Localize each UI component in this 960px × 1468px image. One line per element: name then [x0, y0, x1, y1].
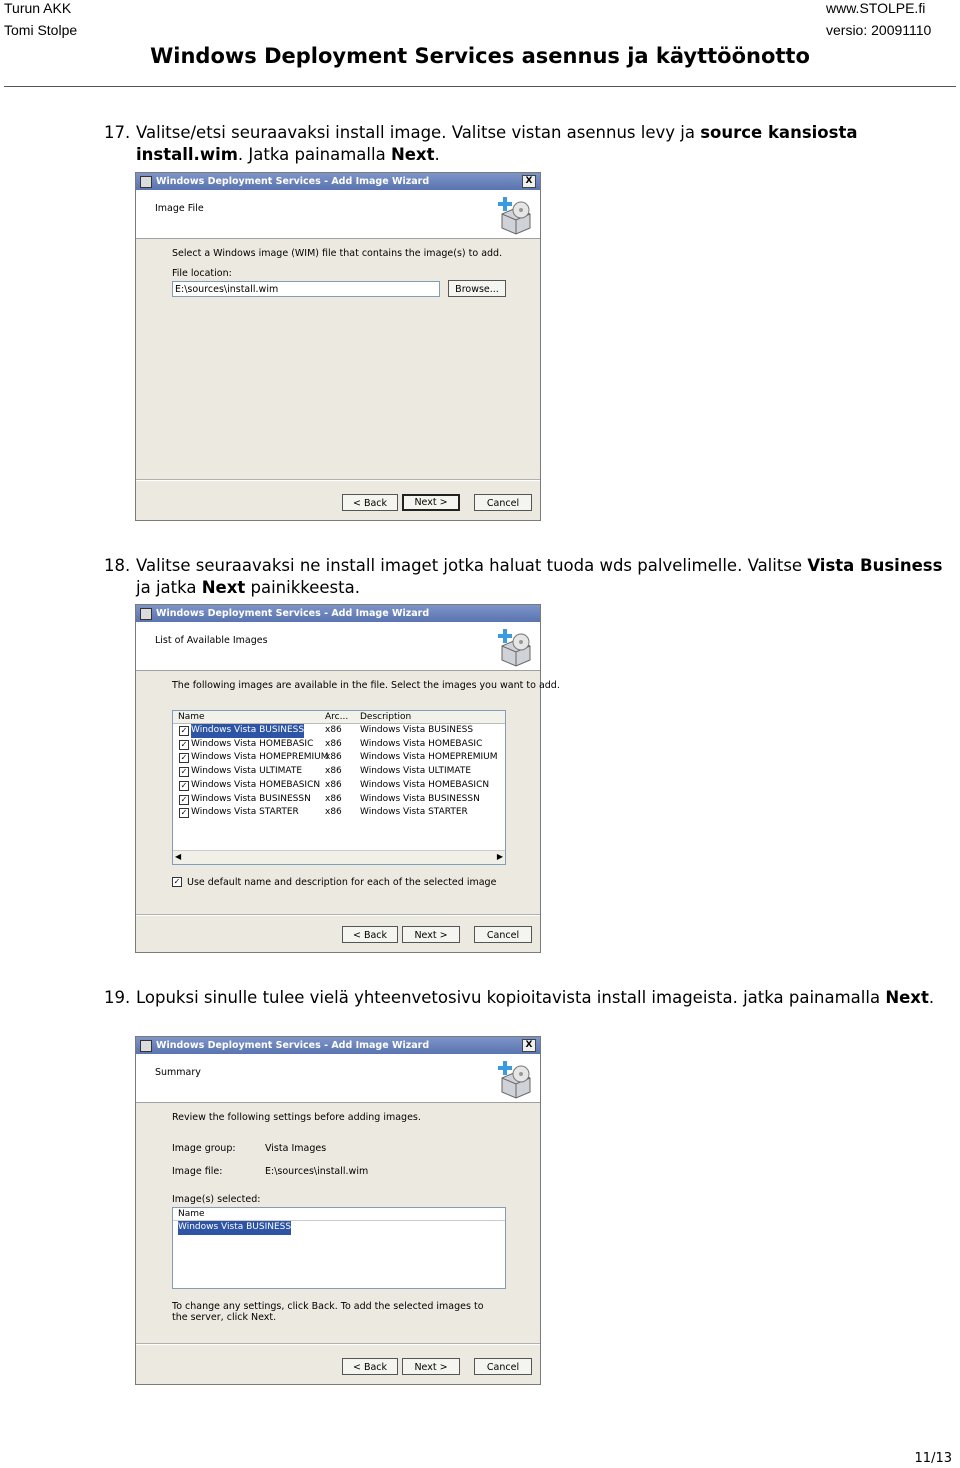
checkbox[interactable]: ✓ [180, 753, 188, 763]
step-text [136, 987, 944, 1009]
browse-button[interactable]: Browse... [448, 280, 506, 297]
step-text-bold: Next [201, 578, 246, 597]
list-item[interactable] [173, 1221, 505, 1235]
step-text-bold: Next [390, 145, 435, 164]
image-description: Windows Vista ULTIMATE [360, 766, 472, 777]
wizard-titlebar [136, 173, 540, 190]
wizard-image-file [135, 172, 541, 521]
add-image-icon [494, 196, 534, 236]
image-arch: x86 [325, 793, 342, 804]
checkbox[interactable]: ✓ [180, 808, 188, 818]
image-arch: x86 [325, 738, 342, 749]
instruction-text: Review the following settings before adding images. [172, 1112, 421, 1123]
image-arch: x86 [325, 766, 342, 777]
step-number: 18. [104, 556, 131, 575]
image-group-value: Vista Images [265, 1143, 327, 1154]
column-name[interactable]: Name [178, 1209, 205, 1219]
use-default-label: Use default name and description for each of the selected image [187, 877, 497, 888]
header-divider [4, 86, 956, 87]
image-name: Windows Vista ULTIMATE [191, 766, 303, 777]
file-location-label: File location: [172, 268, 232, 279]
image-name: Windows Vista HOMEPREMIUM [191, 752, 329, 763]
scroll-right-icon[interactable]: ▶ [496, 852, 503, 861]
wizard-banner [136, 622, 540, 671]
images-selected-label: Image(s) selected: [172, 1194, 261, 1205]
wizard-title: Windows Deployment Services - Add Image Wizard [156, 1040, 430, 1051]
checkbox[interactable]: ✓ [180, 794, 188, 804]
button-separator [136, 914, 540, 916]
step-text-part: Lopuksi sinulle tulee vielä yhteenvetosivu kopioitavista install imageista. jatka painamalla [136, 988, 886, 1007]
file-location-input[interactable]: E:\sources\install.wim [172, 281, 440, 297]
image-file-value: E:\sources\install.wim [265, 1166, 369, 1177]
image-description: Windows Vista HOMEBASICN [360, 779, 490, 790]
window-icon [140, 1040, 152, 1052]
horizontal-scrollbar[interactable] [173, 850, 505, 864]
list-item[interactable] [173, 751, 505, 765]
wizard-title: Windows Deployment Services - Add Image Wizard [156, 176, 430, 187]
back-button[interactable]: < Back [342, 926, 398, 943]
image-name: Windows Vista HOMEBASIC [191, 738, 314, 749]
step-number: 17. [104, 123, 131, 142]
step-text-part: . Jatka painamalla [237, 145, 391, 164]
step-text [136, 555, 944, 599]
cancel-button[interactable]: Cancel [474, 1358, 532, 1375]
checkbox[interactable]: ✓ [180, 726, 188, 735]
step-text-part: . [434, 145, 440, 164]
step-text-bold: Next [885, 988, 929, 1007]
wizard-heading: List of Available Images [155, 635, 268, 646]
image-description: Windows Vista STARTER [360, 807, 468, 818]
header-author: Tomi Stolpe [4, 22, 78, 38]
wizard-summary [135, 1036, 541, 1385]
instruction-text: Select a Windows image (WIM) file that contains the image(s) to add. [172, 248, 503, 259]
list-item[interactable] [173, 738, 505, 752]
image-name: Windows Vista HOMEBASICN [191, 779, 321, 790]
selected-images-list[interactable] [172, 1207, 506, 1289]
step-text-part: Valitse seuraavaksi ne install imaget jotka haluat tuoda wds palvelimelle. Valitse [136, 556, 808, 575]
image-group-label: Image group: [172, 1143, 236, 1154]
list-item[interactable] [173, 724, 505, 738]
image-description: Windows Vista HOMEBASIC [360, 738, 483, 749]
list-item[interactable] [173, 765, 505, 779]
wizard-titlebar [136, 1037, 540, 1054]
checkbox[interactable]: ✓ [180, 780, 188, 790]
next-button[interactable]: Next > [402, 926, 460, 943]
add-image-icon [494, 628, 534, 668]
list-item[interactable] [173, 779, 505, 793]
step-text-part: Valitse/etsi seuraavaksi install image. Valitse vistan asennus levy ja [136, 123, 701, 142]
step-number: 19. [104, 988, 131, 1007]
window-icon [140, 608, 152, 620]
step-text-part: . [928, 988, 935, 1007]
close-icon[interactable]: X [522, 1039, 536, 1052]
cancel-button[interactable]: Cancel [474, 926, 532, 943]
images-list[interactable] [172, 710, 506, 865]
header-version: versio: 20091110 [826, 22, 932, 38]
wizard-banner [136, 190, 540, 239]
step-text-bold: source kansiosta install.wim [136, 123, 858, 164]
button-separator [136, 1343, 540, 1345]
image-name: Windows Vista BUSINESS [191, 724, 304, 738]
scroll-left-icon[interactable]: ◀ [175, 852, 182, 861]
document-title: Windows Deployment Services asennus ja käyttöönotto [150, 44, 810, 68]
instruction-text: The following images are available in the file. Select the images you want to add. [172, 680, 560, 691]
list-item[interactable] [173, 806, 505, 820]
column-name[interactable]: Name [178, 712, 205, 722]
selected-image-name: Windows Vista BUSINESS [178, 1221, 291, 1235]
image-description: Windows Vista BUSINESS [360, 725, 474, 735]
image-arch: x86 [325, 779, 342, 790]
image-file-label: Image file: [172, 1166, 223, 1177]
column-description[interactable]: Description [360, 712, 412, 722]
list-item[interactable] [173, 793, 505, 807]
button-separator [136, 479, 540, 481]
image-description: Windows Vista HOMEPREMIUM [360, 752, 498, 763]
wizard-heading: Summary [155, 1067, 201, 1078]
wizard-banner [136, 1054, 540, 1103]
next-button[interactable]: Next > [402, 494, 460, 511]
header-site: www.STOLPE.fi [826, 0, 926, 16]
window-icon [140, 176, 152, 188]
step-18 [104, 555, 944, 599]
image-arch: x86 [325, 752, 342, 763]
wizard-titlebar [136, 605, 540, 622]
step-text-bold: Vista Business [807, 556, 943, 575]
wizard-heading: Image File [155, 203, 204, 214]
list-header [173, 1208, 505, 1221]
step-text-part: painikkeesta. [245, 578, 360, 597]
summary-footer-note: To change any settings, click Back. To add the selected images to the server, click Next. [172, 1301, 484, 1323]
step-text [136, 122, 944, 166]
list-header [173, 711, 505, 724]
wizard-title: Windows Deployment Services - Add Image Wizard [156, 608, 430, 619]
image-name: Windows Vista STARTER [191, 807, 299, 818]
wizard-available-images [135, 604, 560, 953]
step-text-part: ja jatka [136, 578, 202, 597]
back-button[interactable]: < Back [342, 1358, 398, 1375]
next-button[interactable]: Next > [402, 1358, 460, 1375]
image-arch: x86 [325, 807, 342, 818]
image-arch: x86 [325, 725, 342, 735]
page-number: 11/13 [914, 1451, 952, 1466]
header-org: Turun AKK [4, 0, 72, 16]
use-default-checkbox[interactable]: ✓ [173, 877, 181, 886]
checkbox[interactable]: ✓ [180, 739, 188, 749]
image-name: Windows Vista BUSINESSN [191, 793, 311, 804]
step-17 [104, 122, 944, 166]
checkbox[interactable]: ✓ [180, 767, 188, 777]
back-button[interactable]: < Back [342, 494, 398, 511]
image-description: Windows Vista BUSINESSN [360, 793, 480, 804]
add-image-icon [494, 1060, 534, 1100]
cancel-button[interactable]: Cancel [474, 494, 532, 511]
step-19 [104, 987, 944, 1009]
column-arch[interactable]: Arc... [325, 712, 349, 722]
close-icon[interactable]: X [522, 175, 536, 188]
